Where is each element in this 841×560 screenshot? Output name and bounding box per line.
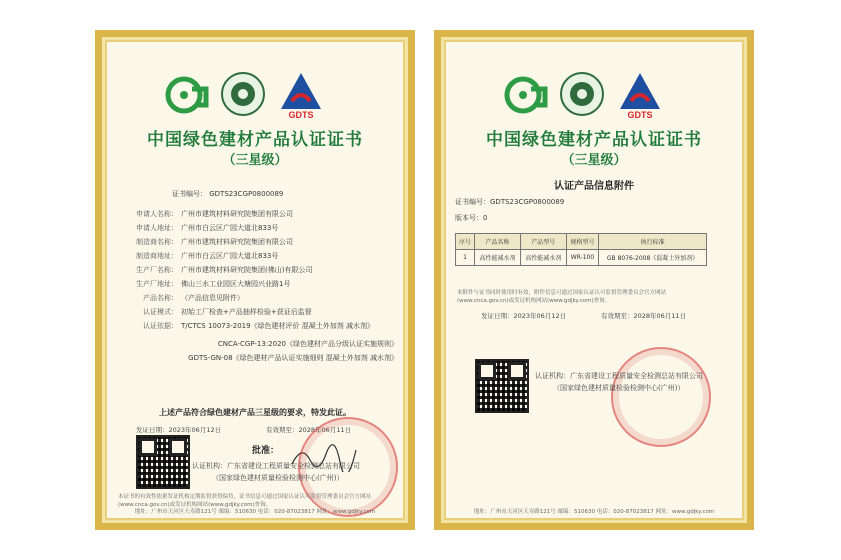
version-label: 版本号： xyxy=(455,214,483,222)
row-value: 初始工厂检查+产品抽样检验+获证后监督 xyxy=(181,308,312,316)
footer: 地址：广州市天河区天寿路121号 邮编：510630 电话：020-87023817 网址：www.gdjky.com xyxy=(134,509,376,515)
cert-number xyxy=(172,189,283,199)
issue-date-value: 2023年06月12日 xyxy=(168,426,222,434)
qr-code xyxy=(136,435,190,489)
version xyxy=(455,213,487,223)
row-label: 产品名称： xyxy=(143,294,178,302)
expiry-date xyxy=(601,311,686,320)
row-value: 广州市建筑材料研究院集团有限公司 xyxy=(181,238,293,246)
table-cell: 高性能减水剂 xyxy=(520,250,566,266)
notes xyxy=(457,289,731,305)
cert-number xyxy=(455,197,564,207)
row-value: 广州市建筑材料研究院集团有限公司 xyxy=(181,210,293,218)
org-label: 认证机构： xyxy=(535,372,570,380)
approve-label: 批准： xyxy=(252,446,280,456)
org-name: 广东省建设工程质量安全检测总站有限公司 xyxy=(227,462,360,470)
logo-row xyxy=(102,71,408,123)
certificate-attachment xyxy=(434,30,754,530)
column-header: 序号 xyxy=(456,234,475,250)
cert-number-value: GDTS23CGP0800089 xyxy=(209,190,284,198)
table-cell: GB 8076-2008《混凝土外加剂》 xyxy=(599,250,707,266)
row-label: 申请人地址： xyxy=(136,224,178,232)
note-line: (www.cnca.gov.cn)或发证机构网站(www.gdjky.com)查询。 xyxy=(457,298,611,304)
row-value: 广州市白云区广园大道北833号 xyxy=(181,252,279,260)
row-value: T/CTCS 10073-2019《绿色建材评价 混凝土外加剂 减水剂》 xyxy=(181,322,375,330)
column-header: 产品名称 xyxy=(475,234,521,250)
table-row xyxy=(456,250,707,266)
seal-logo-icon xyxy=(559,71,605,117)
table-cell: 高性能减水剂 xyxy=(475,250,521,266)
table-cell: 1 xyxy=(456,250,475,266)
org-line xyxy=(192,461,360,471)
row-label: 申请人名称： xyxy=(136,210,178,218)
cert-number-value: GDTS23CGP0800089 xyxy=(490,198,565,206)
org-name: 广东省建设工程质量安全检测总站有限公司 xyxy=(570,372,703,380)
info-row xyxy=(116,307,312,317)
expiry-date-label: 有效期至： xyxy=(266,426,299,434)
column-header: 执行标准 xyxy=(599,234,707,250)
gdts-logo-icon xyxy=(277,71,325,119)
issue-date xyxy=(136,425,221,434)
row-label: 认证模式： xyxy=(143,308,178,316)
column-header: 产品型号 xyxy=(520,234,566,250)
row-label: 制造商名称： xyxy=(136,238,178,246)
conclusion-text: 上述产品符合绿色建材产品三星级的要求，特发此证。 xyxy=(159,408,351,417)
certificate-title: 中国绿色建材产品认证证书 xyxy=(486,130,702,150)
cert-number-label: 证书编号： xyxy=(455,198,490,206)
info-row xyxy=(116,321,374,331)
row-label: 制造商地址： xyxy=(136,252,178,260)
table-cell: WR-100 xyxy=(566,250,598,266)
expiry-date-label: 有效期至： xyxy=(601,312,634,320)
row-value: （产品信息见附件） xyxy=(181,294,244,302)
certificate-subtitle: （三星级） xyxy=(561,153,627,168)
attachment-title: 认证产品信息附件 xyxy=(554,181,634,192)
version-value: 0 xyxy=(483,214,488,222)
gdts-logo-text: GDTS xyxy=(627,110,653,119)
logo-row xyxy=(441,71,747,123)
row-label: 生产厂名称： xyxy=(136,266,178,274)
info-row xyxy=(116,237,293,247)
info-row xyxy=(116,293,244,303)
org-label: 认证机构： xyxy=(192,462,227,470)
gp-logo-icon xyxy=(164,71,214,121)
note-line: 本附件与证书同时使用时有效，附件信息可通过国家认证认可监督管理委员会官方网站 xyxy=(457,290,667,296)
gdts-logo-text: GDTS xyxy=(288,110,314,119)
certificate-subtitle: （三星级） xyxy=(222,153,288,168)
org-line xyxy=(535,371,703,381)
info-row xyxy=(116,265,312,275)
column-header: 规格型号 xyxy=(566,234,598,250)
red-stamp-icon xyxy=(611,347,711,447)
expiry-date-value: 2028年06月11日 xyxy=(298,426,352,434)
certificate-main xyxy=(95,30,415,530)
standard-line: GDTS-GN-08《绿色建材产品认证实施细则 混凝土外加剂 减水剂》 xyxy=(188,354,398,362)
org-name-secondary: （国家绿色建材质量检验检测中心(广州)） xyxy=(553,384,685,392)
footer: 地址：广州市天河区天寿路121号 邮编：510630 电话：020-87023817 网址：www.gdjky.com xyxy=(473,509,715,515)
certificate-title: 中国绿色建材产品认证证书 xyxy=(147,130,363,150)
issue-date-label: 发证日期： xyxy=(481,312,514,320)
qr-code xyxy=(475,359,529,413)
issue-date-label: 发证日期： xyxy=(136,426,169,434)
expiry-date-value: 2028年06月11日 xyxy=(633,312,687,320)
product-table xyxy=(455,233,707,266)
seal-logo-icon xyxy=(220,71,266,117)
info-row xyxy=(116,251,278,261)
cert-number-label: 证书编号： xyxy=(172,190,207,198)
note-line: (www.cnca.gov.cn)或发证机构网站(www.gdjky.com)查询。 xyxy=(118,502,272,508)
row-value: 广州市白云区广园大道北833号 xyxy=(181,224,279,232)
info-row xyxy=(116,223,278,233)
info-row xyxy=(116,209,293,219)
issue-date xyxy=(481,311,566,320)
row-label: 生产厂地址： xyxy=(136,280,178,288)
gp-logo-icon xyxy=(503,71,553,121)
table-header-row xyxy=(456,234,707,250)
org-name-secondary: （国家绿色建材质量检验检测中心(广州)） xyxy=(212,474,344,482)
row-label: 认证依据： xyxy=(143,322,178,330)
row-value: 佛山三水工业园区大塘园兴业路1号 xyxy=(181,280,291,288)
gdts-logo-icon xyxy=(616,71,664,119)
standard-line: CNCA-CGP-13:2020《绿色建材产品分级认证实施规则》 xyxy=(217,340,398,348)
info-row xyxy=(116,279,290,289)
note-line: 本证书的有效性依据发证机构定期监督获得保持，证书信息可通过国家认证认可监督管理委员会官方网站 xyxy=(118,494,372,500)
row-value: 广州市建筑材料研究院集团(佛山)有限公司 xyxy=(181,266,313,274)
issue-date-value: 2023年06月12日 xyxy=(513,312,567,320)
